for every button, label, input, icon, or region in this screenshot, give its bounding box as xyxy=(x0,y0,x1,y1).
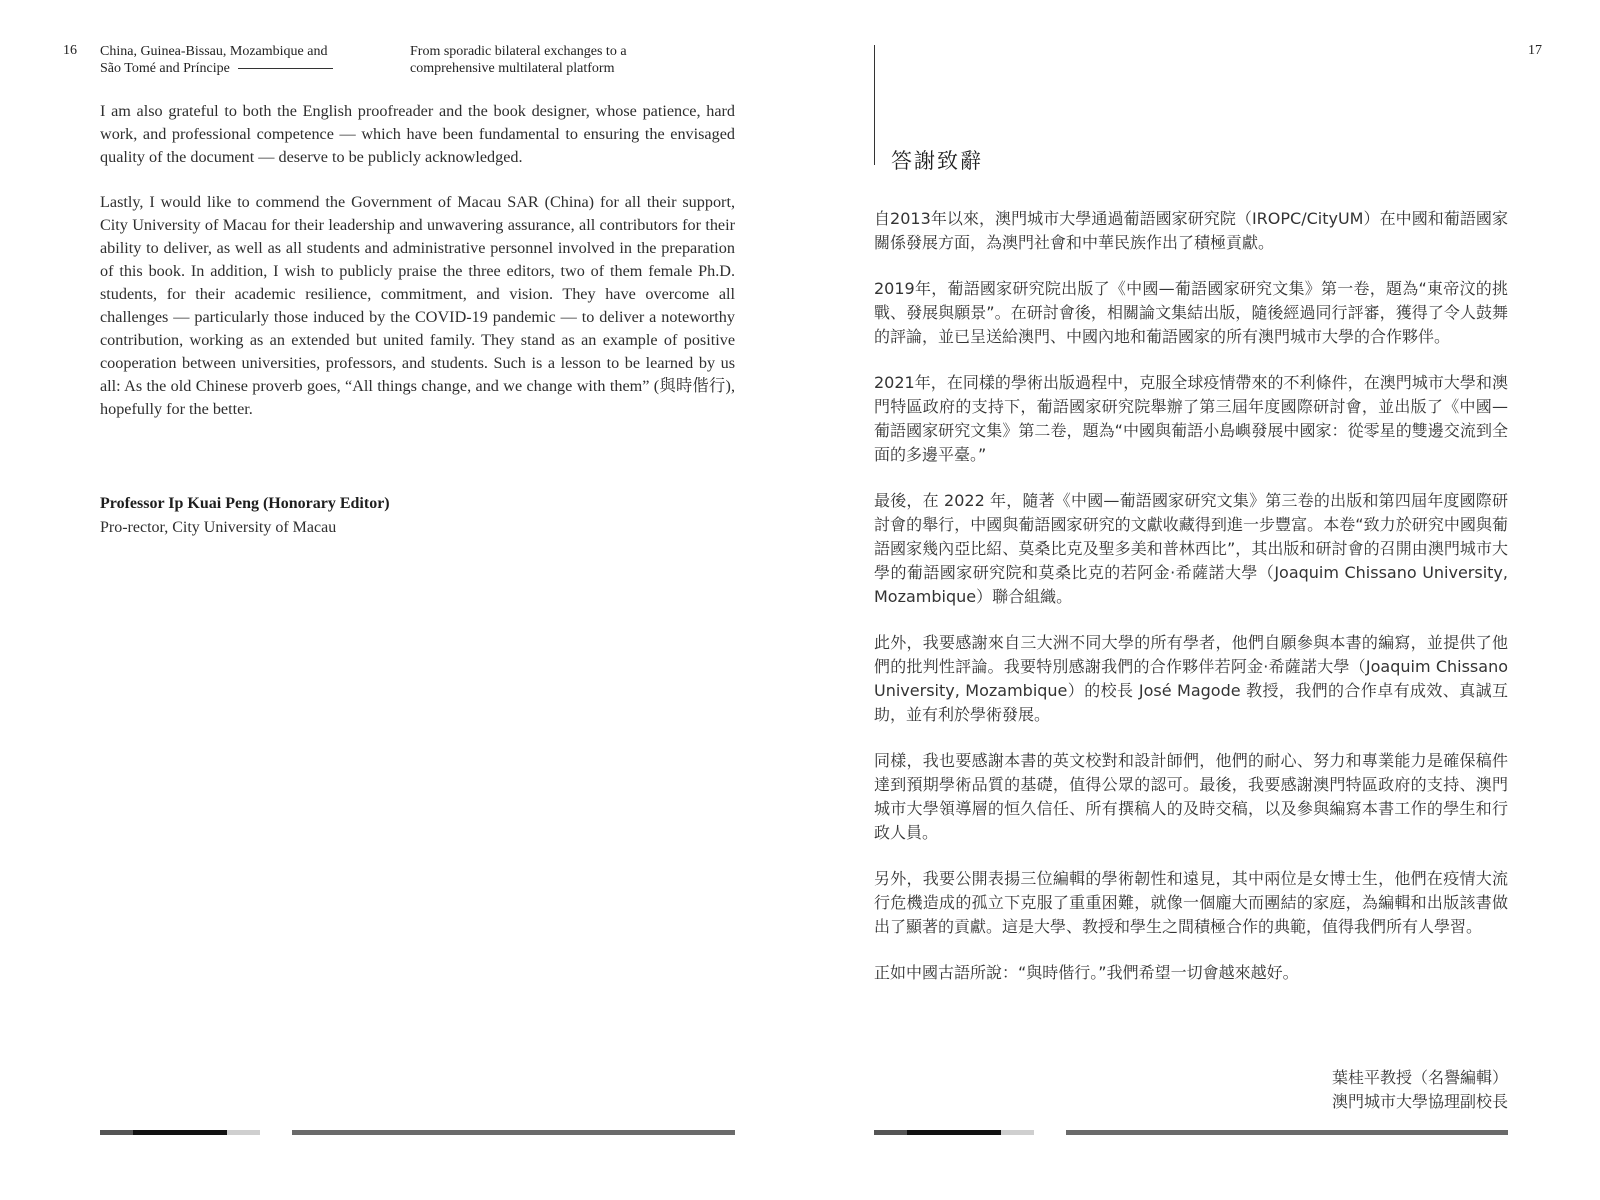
running-header-book-title xyxy=(100,43,370,77)
paragraph: 此外，我要感謝來自三大洲不同大學的所有學者，他們自願參與本書的編寫，並提供了他們的批判性評論。我要特別感謝我們的合作夥伴若阿金·希薩諾大學（Joaquim Chissano University, Mozambique）的校長 José Magode 教授，我們的合作卓有成效、真誠互助，並有利於學術發展。 xyxy=(874,633,1508,724)
signature-title: 澳門城市大學協理副校長 xyxy=(1331,1092,1508,1111)
left-page-body xyxy=(100,100,735,443)
paragraph: 正如中國古語所說：“與時偕行。”我們希望一切會越來越好。 xyxy=(874,963,1299,982)
left-page-number: 16 xyxy=(63,43,77,58)
paragraph: I am also grateful to both the English proofreader and the book designer, whose patience, hard work, and professional competence — which have been fundamental to ensuring the envisaged quality of the document — deserve to be publicly acknowledged. xyxy=(100,102,735,166)
footer-bar-long xyxy=(292,1130,735,1135)
signature-name: 葉桂平教授（名譽編輯） xyxy=(1331,1068,1508,1087)
chapter-title-line-2: comprehensive multilateral platform xyxy=(410,61,615,76)
right-signature-block xyxy=(1332,1066,1508,1114)
book-title-line-1: China, Guinea-Bissau, Mozambique and xyxy=(100,44,328,59)
right-page-number: 17 xyxy=(1528,43,1542,58)
page-title: 答謝致辭 xyxy=(891,149,983,173)
header-rule xyxy=(238,68,333,69)
chapter-title-line-1: From sporadic bilateral exchanges to a xyxy=(410,44,627,59)
running-header-chapter-title xyxy=(410,43,690,77)
book-title-line-2: São Tomé and Príncipe xyxy=(100,60,370,77)
paragraph: 自2013年以來，澳門城市大學通過葡語國家研究院（IROPC/CityUM）在中國和葡語國家關係發展方面，為澳門社會和中華民族作出了積極貢獻。 xyxy=(874,209,1508,252)
paragraph: 2019年，葡語國家研究院出版了《中國—葡語國家研究文集》第一卷，題為“東帝汶的挑戰、發展與願景”。在研討會後，相關論文集結出版，隨後經過同行評審，獲得了令人鼓舞的評論，並已呈送給澳門、中國內地和葡語國家的所有澳門城市大學的合作夥伴。 xyxy=(874,279,1508,346)
paragraph: 最後，在 2022 年，隨著《中國—葡語國家研究文集》第三卷的出版和第四屆年度國際研討會的舉行，中國與葡語國家研究的文獻收藏得到進一步豐富。本卷“致力於研究中國與葡語國家幾內亞比紹、莫桑比克及聖多美和普林西比”，其出版和研討會的召開由澳門城市大學的葡語國家研究院和莫桑比克的若阿金·希薩諾大學（Joaquim Chissano University, Mozambique）聯合組織。 xyxy=(874,491,1508,606)
vertical-rule xyxy=(874,45,875,165)
footer-bar-long xyxy=(1066,1130,1508,1135)
signature-name: Professor Ip Kuai Peng (Honorary Editor) xyxy=(100,495,390,512)
footer-bar-black xyxy=(907,1130,1001,1135)
right-page-body xyxy=(874,207,1508,1007)
signature-title: Pro-rector, City University of Macau xyxy=(100,519,337,536)
paragraph: 同樣，我也要感謝本書的英文校對和設計師們，他們的耐心、努力和專業能力是確保稿件達到預期學術品質的基礎，值得公眾的認可。最後，我要感謝澳門特區政府的支持、澳門城市大學領導層的恒久信任、所有撰稿人的及時交稿，以及參與編寫本書工作的學生和行政人員。 xyxy=(874,751,1508,842)
paragraph: 另外，我要公開表揚三位編輯的學術韌性和遠見，其中兩位是女博士生，他們在疫情大流行危機造成的孤立下克服了重重困難，就像一個龐大而團結的家庭，為編輯和出版該書做出了顯著的貢獻。這是大學、教授和學生之間積極合作的典範，值得我們所有人學習。 xyxy=(874,869,1508,936)
paragraph: 2021年，在同樣的學術出版過程中，克服全球疫情帶來的不利條件，在澳門城市大學和澳門特區政府的支持下，葡語國家研究院舉辦了第三屆年度國際研討會，並出版了《中國—葡語國家研究文集》第二卷，題為“中國與葡語小島嶼發展中國家：從零星的雙邊交流到全面的多邊平臺。” xyxy=(874,373,1508,464)
paragraph: Lastly, I would like to commend the Government of Macau SAR (China) for all their support, City University of Macau for their leadership and unwavering assurance, all contributors for their ability to deliver, as well as all students and administrative personnel involved in the preparation of this book. In addition, I wish to publicly praise the three editors, two of them female Ph.D. students, for their academic resilience, commitment, and vision. They have overcome all challenges — particularly those induced by the COVID-19 pandemic — to deliver a noteworthy contribution, working as an extended but united family. They stand as an example of positive cooperation between universities, professors, and students. Such is a lesson to be learned by us all: As the old Chinese proverb goes, “All things change, and we change with them” (與時偕行), hopefully for the better. xyxy=(100,193,735,418)
footer-bar-black xyxy=(133,1130,227,1135)
